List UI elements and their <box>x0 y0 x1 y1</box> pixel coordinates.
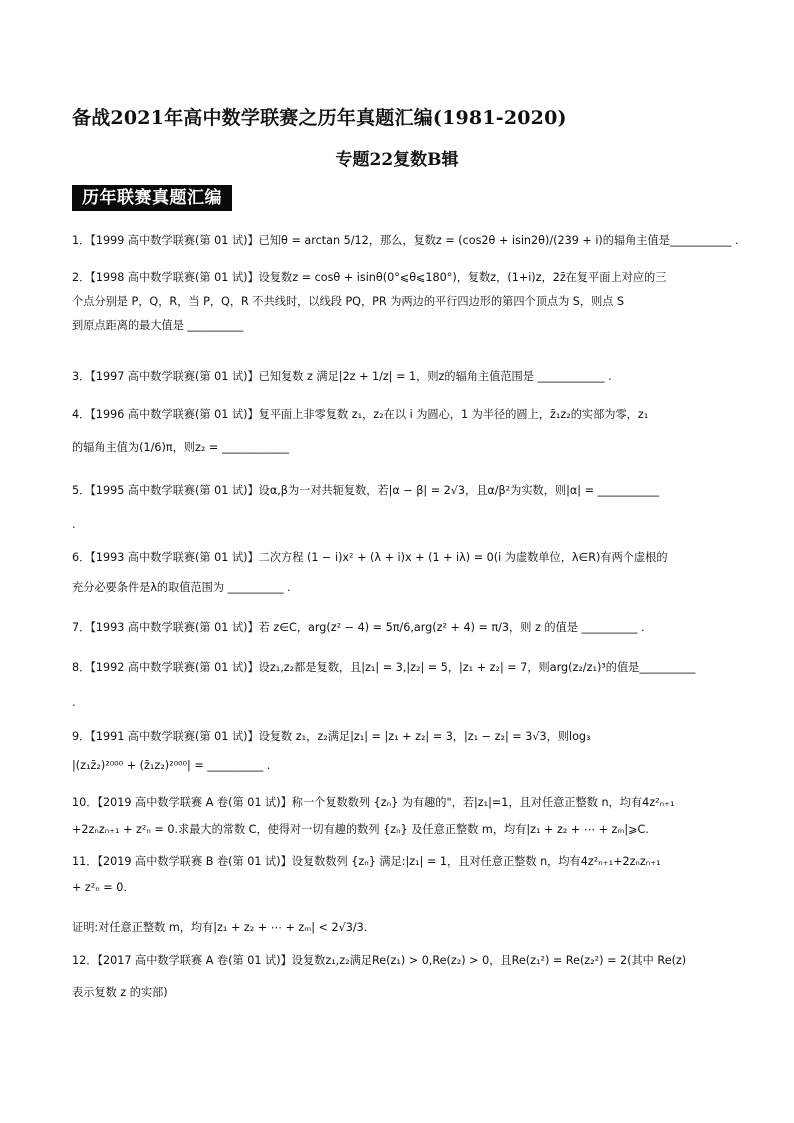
problem-12-line-1: 12．【2017 高中数学联赛 A 卷(第 01 试)】设复数z₁,z₂满足Re(z₁) > 0,Re(z₂) > 0，且Re(z₁²) = Re(z₂²) = 2(其中 Re(z) <box>72 954 687 967</box>
problem-9-line-1: 9．【1991 高中数学联赛(第 01 试)】设复数 z₁，z₂满足|z₁| = |z₁ + z₂| = 3，|z₁ − z₂| = 3√3，则log₃ <box>72 730 591 743</box>
problem-1: 1．【1999 高中数学联赛(第 01 试)】已知θ = arctan 5/12，那么，复数z = (cos2θ + isin2θ)/(239 + i)的辐角主值是___________ . <box>72 234 739 247</box>
problem-5-line-1: 5．【1995 高中数学联赛(第 01 试)】设α,β为一对共轭复数，若|α − β| = 2√3，且α/β²为实数，则|α| = ___________ <box>72 484 660 497</box>
document-title: 备战2021年高中数学联赛之历年真题汇编(1981-2020) <box>72 107 567 129</box>
problem-2-line-2: 个点分别是 P，Q，R，当 P，Q，R 不共线时，以线段 PQ，PR 为两边的平行四边形的第四个顶点为 S，则点 S <box>72 295 625 308</box>
problem-6-line-2: 充分必要条件是λ的取值范围为 __________ . <box>72 581 291 594</box>
section-banner: 历年联赛真题汇编 <box>72 185 232 211</box>
problem-12-line-2: 表示复数 z 的实部) <box>72 986 168 999</box>
problem-4-line-1: 4．【1996 高中数学联赛(第 01 试)】复平面上非零复数 z₁，z₂在以 i 为圆心，1 为半径的圆上，z̄₁z₂的实部为零，z₁ <box>72 408 649 421</box>
problem-5-line-2: . <box>72 518 76 531</box>
problem-11-line-3: 证明:对任意正整数 m，均有|z₁ + z₂ + ⋯ + zₘ| < 2√3/3. <box>72 921 368 934</box>
document-subtitle: 专题22复数B辑 <box>335 150 459 170</box>
problem-4-line-2: 的辐角主值为(1/6)π，则z₂ = ____________ <box>72 441 289 454</box>
problem-2-line-3: 到原点距离的最大值是 __________ <box>72 319 244 332</box>
problem-9-line-2: |(z₁z̄₂)²⁰⁰⁰ + (z̄₁z₂)²⁰⁰⁰| = __________ . <box>72 759 271 772</box>
problem-6-line-1: 6．【1993 高中数学联赛(第 01 试)】二次方程 (1 − i)x² + (λ + i)x + (1 + iλ) = 0(i 为虚数单位，λ∈R)有两个虚根的 <box>72 551 668 564</box>
problem-8-line-2: . <box>72 696 76 709</box>
problem-10-line-1: 10．【2019 高中数学联赛 A 卷(第 01 试)】称一个复数数列 {zₙ} 为有趣的"，若|z₁|=1，且对任意正整数 n，均有4z²ₙ₊₁ <box>72 796 675 809</box>
problem-11-line-2: + z²ₙ = 0. <box>72 881 127 894</box>
problem-7: 7．【1993 高中数学联赛(第 01 试)】若 z∈C，arg(z² − 4) = 5π/6,arg(z² + 4) = π/3，则 z 的值是 __________ . <box>72 621 645 634</box>
problem-3: 3．【1997 高中数学联赛(第 01 试)】已知复数 z 满足|2z + 1/z| = 1，则z的辐角主值范围是 ____________ . <box>72 370 612 383</box>
problem-10-line-2: +2zₙzₙ₊₁ + z²ₙ = 0.求最大的常数 C，使得对一切有趣的数列 {zₙ} 及任意正整数 m，均有|z₁ + z₂ + ⋯ + zₘ|⩾C. <box>72 823 649 836</box>
problem-11-line-1: 11．【2019 高中数学联赛 B 卷(第 01 试)】设复数数列 {zₙ} 满足:|z₁| = 1，且对任意正整数 n，均有4z²ₙ₊₁+2zₙzₙ₊₁ <box>72 855 661 868</box>
problem-2-line-1: 2．【1998 高中数学联赛(第 01 试)】设复数z = cosθ + isinθ(0°⩽θ⩽180°)，复数z，(1+i)z，2z̄在复平面上对应的三 <box>72 271 667 284</box>
problem-8-line-1: 8．【1992 高中数学联赛(第 01 试)】设z₁,z₂都是复数，且|z₁| = 3,|z₂| = 5，|z₁ + z₂| = 7，则arg(z₂/z₁)³的值是__________ <box>72 661 696 674</box>
